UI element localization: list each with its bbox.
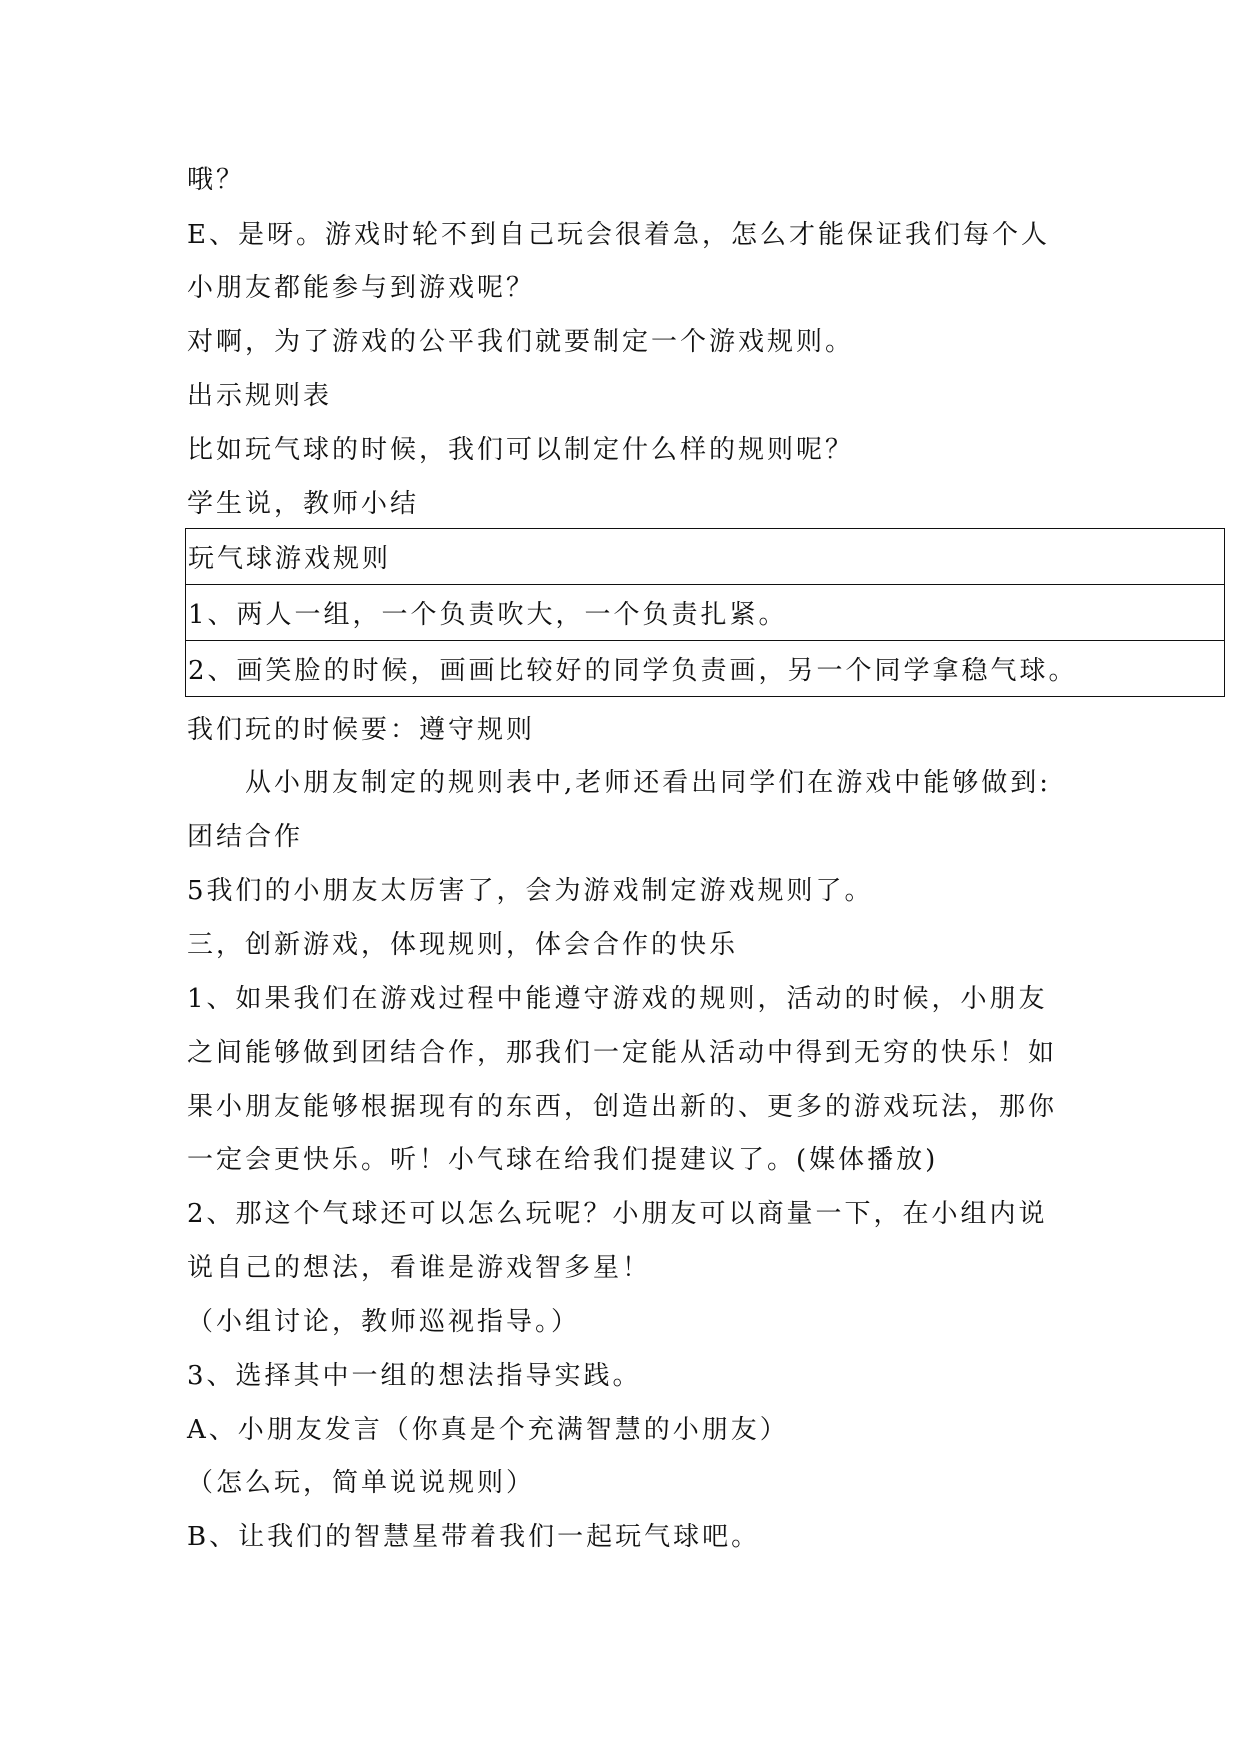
table-row xyxy=(186,641,1225,697)
text-line: 出示规则表 xyxy=(187,381,333,411)
rules-table-cell: 2、画笑脸的时候，画画比较好的同学负责画，另一个同学拿稳气球。 xyxy=(186,641,1225,697)
text-line: 3、选择其中一组的想法指导实践。 xyxy=(187,1361,642,1391)
text-line: 哦？ xyxy=(187,165,246,195)
text-line: A、小朋友发言（你真是个充满智慧的小朋友） xyxy=(187,1415,789,1445)
text-line: 我们玩的时候要：遵守规则 xyxy=(187,715,536,745)
text-line: 5我们的小朋友太厉害了，会为游戏制定游戏规则了。 xyxy=(187,876,874,906)
text-line: B、让我们的智慧星带着我们一起玩气球吧。 xyxy=(187,1522,761,1552)
rules-table-cell: 1、两人一组，一个负责吹大，一个负责扎紧。 xyxy=(186,585,1225,641)
text-line: 说自己的想法，看谁是游戏智多星！ xyxy=(187,1253,652,1283)
text-line: 小朋友都能参与到游戏呢？ xyxy=(187,273,536,303)
text-line: 2、那这个气球还可以怎么玩呢？小朋友可以商量一下，在小组内说 xyxy=(187,1199,1048,1229)
text-line: 一定会更快乐。听！小气球在给我们提建议了。(媒体播放) xyxy=(187,1145,939,1175)
rules-table xyxy=(185,528,1225,697)
text-line: E、是呀。游戏时轮不到自己玩会很着急，怎么才能保证我们每个人 xyxy=(187,220,1050,250)
text-line: 团结合作 xyxy=(187,822,304,852)
text-line: 比如玩气球的时候，我们可以制定什么样的规则呢？ xyxy=(187,435,855,465)
text-line: （小组讨论，教师巡视指导。） xyxy=(187,1307,581,1337)
table-row xyxy=(186,529,1225,585)
text-line: 学生说，教师小结 xyxy=(187,489,420,519)
text-line: （怎么玩，简单说说规则） xyxy=(187,1468,536,1498)
text-line: 果小朋友能够根据现有的东西，创造出新的、更多的游戏玩法，那你 xyxy=(187,1092,1058,1122)
table-row xyxy=(186,585,1225,641)
text-line: 对啊，为了游戏的公平我们就要制定一个游戏规则。 xyxy=(187,327,855,357)
text-line: 1、如果我们在游戏过程中能遵守游戏的规则，活动的时候，小朋友 xyxy=(187,984,1048,1014)
text-line: 从小朋友制定的规则表中,老师还看出同学们在游戏中能够做到: xyxy=(245,768,1052,798)
rules-table-header: 玩气球游戏规则 xyxy=(186,529,1225,585)
text-line: 之间能够做到团结合作，那我们一定能从活动中得到无穷的快乐！如 xyxy=(187,1038,1058,1068)
section-heading: 三，创新游戏，体现规则，体会合作的快乐 xyxy=(187,930,739,960)
